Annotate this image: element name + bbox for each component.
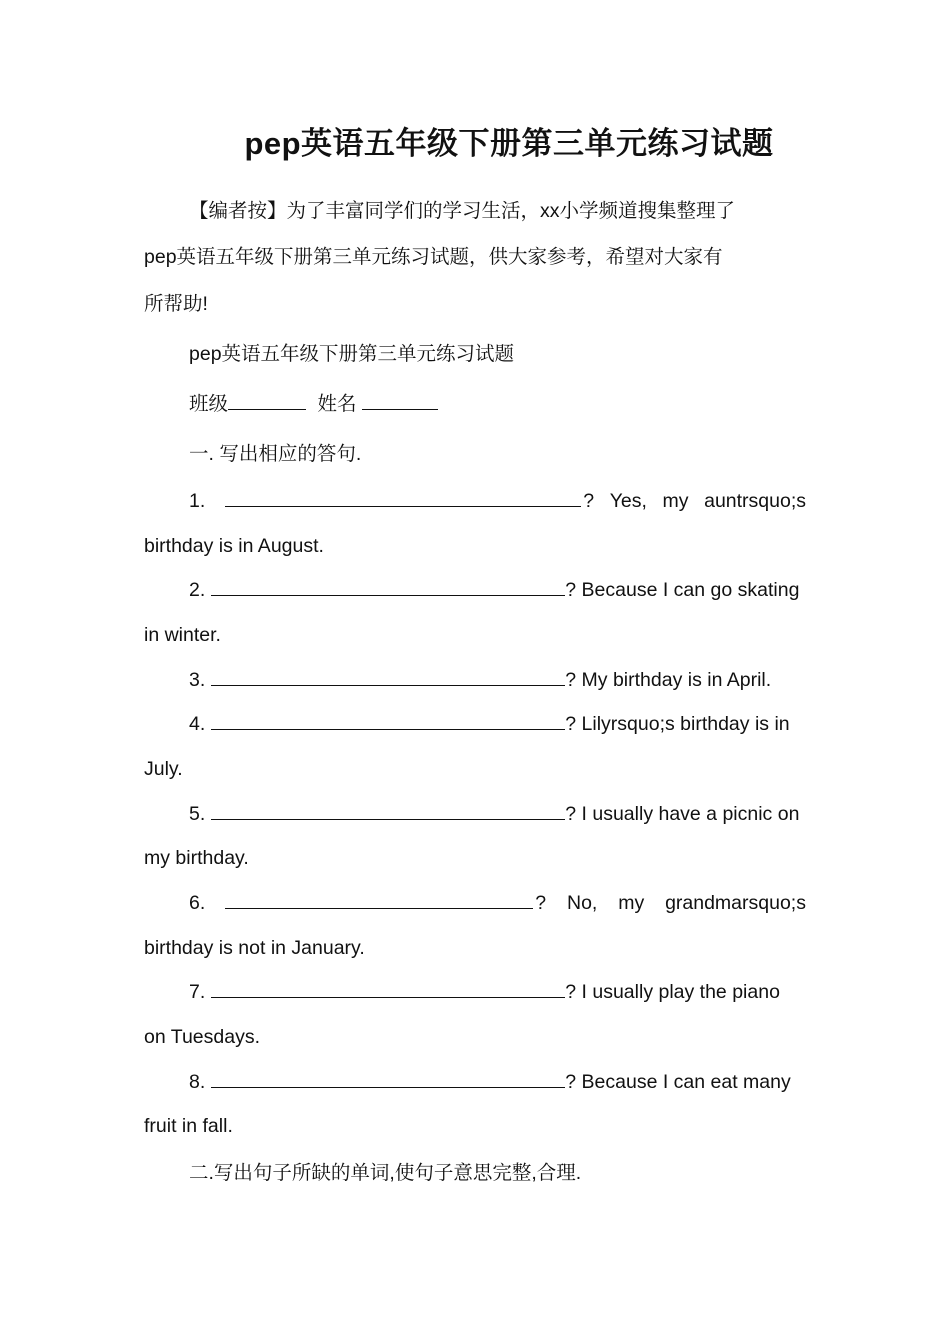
question-8 [189, 1067, 806, 1097]
question-number: 4. [189, 713, 206, 735]
name-label: 姓名 [317, 393, 357, 415]
answer-blank[interactable] [211, 799, 565, 820]
answer-text: ? Yes, my auntrsquo;s [583, 490, 806, 512]
answer-text: ? I usually have a picnic on [565, 803, 800, 825]
answer-text: ? I usually play the piano [565, 981, 780, 1003]
question-7 [189, 977, 806, 1007]
answer-blank[interactable] [225, 888, 533, 909]
answer-blank[interactable] [211, 1067, 565, 1088]
answer-blank[interactable] [211, 977, 565, 998]
question-6 [189, 888, 806, 918]
answer-blank[interactable] [211, 709, 565, 730]
question-1-continuation: birthday is in August. [144, 535, 324, 557]
answer-text: ? Because I can go skating [565, 579, 800, 601]
class-label: 班级 [189, 393, 229, 415]
answer-text: ? My birthday is in April. [565, 669, 772, 691]
question-1 [189, 486, 806, 516]
question-2 [189, 575, 806, 605]
answer-blank[interactable] [211, 575, 565, 596]
question-4-continuation: July. [144, 758, 183, 780]
answer-blank[interactable] [211, 665, 565, 686]
question-7-continuation: on Tuesdays. [144, 1026, 260, 1048]
section-1-heading: 一. 写出相应的答句. [189, 443, 362, 465]
class-name-row [189, 389, 806, 419]
question-number: 6. [189, 892, 206, 914]
name-blank[interactable] [362, 389, 438, 410]
question-number: 7. [189, 981, 206, 1003]
question-2-continuation: in winter. [144, 624, 221, 646]
section-2-heading: 二.写出句子所缺的单词,使句子意思完整,合理. [189, 1162, 582, 1184]
question-number: 5. [189, 803, 206, 825]
question-4 [189, 709, 806, 739]
question-number: 2. [189, 579, 206, 601]
intro-line-2: pep英语五年级下册第三单元练习试题，供大家参考，希望对大家有 [144, 246, 723, 268]
question-number: 8. [189, 1071, 206, 1093]
question-number: 3. [189, 669, 206, 691]
page-title: pep英语五年级下册第三单元练习试题 [244, 126, 774, 161]
answer-blank[interactable] [225, 486, 581, 507]
question-6-continuation: birthday is not in January. [144, 937, 365, 959]
question-8-continuation: fruit in fall. [144, 1115, 233, 1137]
subtitle: pep英语五年级下册第三单元练习试题 [189, 343, 515, 365]
answer-text: ? Lilyrsquo;s birthday is in [565, 713, 790, 735]
answer-text: ? Because I can eat many [565, 1071, 791, 1093]
answer-text: ? No, my grandmarsquo;s [535, 892, 806, 914]
question-number: 1. [189, 490, 206, 512]
question-3 [189, 665, 806, 695]
intro-line-3: 所帮助! [144, 293, 208, 315]
question-5 [189, 799, 806, 829]
class-blank[interactable] [228, 389, 306, 410]
question-5-continuation: my birthday. [144, 847, 249, 869]
intro-line-1: 【编者按】为了丰富同学们的学习生活，xx小学频道搜集整理了 [189, 200, 736, 222]
